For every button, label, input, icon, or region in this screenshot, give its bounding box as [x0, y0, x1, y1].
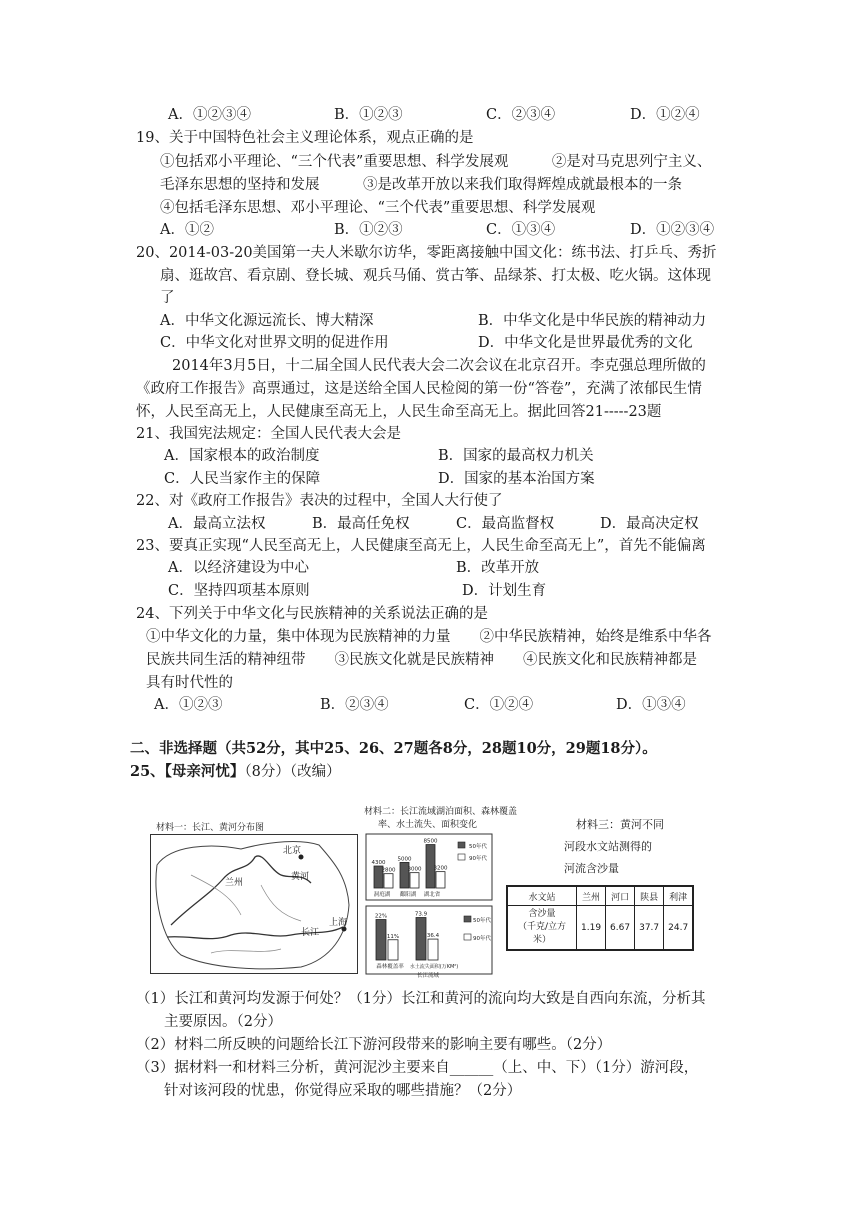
chart-data-label: 5000: [397, 856, 412, 863]
legend-swatch: [458, 854, 465, 860]
q19-line1: ①包括邓小平理论、“三个代表”重要思想、科学发展观 ②是对马克思列宁主义、: [160, 154, 712, 170]
chart-bar: [388, 940, 398, 960]
chart-data-label: 2800: [381, 867, 396, 874]
material3-line2: 河段水文站测得的: [564, 840, 652, 853]
material2-title-l2: 率、水土流失、面积变化: [378, 820, 478, 830]
q21-option-c: C．人民当家作主的保障: [164, 471, 321, 487]
q24-line2: 民族共同生活的精神纽带 ③民族文化就是民族精神 ④民族文化和民族精神都是: [146, 652, 697, 668]
map-label-lanzhou: 兰州: [225, 878, 244, 888]
map-label-beijing: 北京: [283, 846, 302, 856]
chart-bar: [384, 874, 393, 888]
q24-stem: 24、下列关于中华文化与民族精神的关系说法正确的是: [136, 606, 488, 622]
chart-bar: [428, 939, 438, 960]
q18-option-c: C．②③④: [486, 107, 556, 123]
q23-option-c: C．坚持四项基本原则: [168, 583, 310, 599]
q23-option-d: D．计划生育: [462, 583, 547, 599]
sediment-table: [506, 885, 694, 951]
q21-option-d: D．国家的基本治国方案: [438, 471, 595, 487]
q19-option-c: C．①③④: [486, 222, 556, 238]
q25-sub3-l1: （3）据材料一和材料三分析，黄河泥沙主要来自______（上、中、下）（1分）游河段，: [136, 1060, 699, 1076]
q20-stem-2: 扇、逛故宫、看京剧、登长城、观兵马俑、赏古筝、品绿茶、打太极、吃火锅。这体现: [160, 268, 711, 284]
q25-title-rest: （8分）（改编）: [244, 764, 341, 780]
table-row-label-2: （千克/立方米）: [517, 922, 567, 945]
passage-line2: 《政府工作报告》高票通过，这是送给全国人民检阅的第一份“答卷”，充满了浓郁民生情: [136, 381, 702, 397]
q22-option-d: D．最高决定权: [600, 516, 699, 532]
q19-stem: 19、关于中国特色社会主义理论体系，观点正确的是: [136, 130, 474, 146]
legend-swatch: [464, 916, 471, 922]
passage-line1: 2014年3月5日，十二届全国人民代表大会二次会议在北京召开。李克强总理所做的: [172, 358, 706, 374]
q18-option-a: A．①②③④: [168, 107, 251, 123]
q24-option-d: D．①③④: [616, 697, 686, 713]
table-cell: 24.7: [664, 906, 694, 951]
q22-option-c: C．最高监督权: [456, 516, 555, 532]
q24-option-a: A．①②③: [154, 697, 223, 713]
q23-option-b: B．改革开放: [456, 560, 540, 576]
q24-option-b: B．②③④: [320, 697, 389, 713]
passage-line3: 怀，人民至高无上，人民健康至高无上，人民生命至高无上。据此回答21-----23题: [136, 404, 662, 420]
map-label-shanghai: 上海: [329, 918, 348, 928]
q20-stem-3: 了: [160, 290, 175, 306]
q23-option-a: A．以经济建设为中心: [168, 560, 309, 576]
q22-option-b: B．最高任免权: [312, 516, 410, 532]
q19-option-d: D．①②③④: [630, 222, 715, 238]
chart-data-label: 3200: [433, 865, 448, 872]
chart-data-label: 36.4: [426, 933, 440, 940]
table-header-lanzhou: 兰州: [577, 886, 606, 906]
q25-sub1-l2: 主要原因。（2分）: [164, 1014, 282, 1030]
chart-data-label: 8500: [423, 838, 438, 845]
q18-option-b: B．①②③: [334, 107, 403, 123]
chart-bar: [436, 872, 445, 888]
q19-option-a: A．①②: [160, 222, 214, 238]
q25-sub2: （2）材料二所反映的问题给长江下游河段带来的影响主要有哪些。（2分）: [136, 1037, 612, 1053]
q19-option-b: B．①②③: [334, 222, 403, 238]
chart-category-label: 洞庭湖: [373, 892, 391, 898]
table-row-label-1: 含沙量: [528, 909, 556, 919]
q21-option-b: B．国家的最高权力机关: [438, 448, 594, 464]
lake-forest-chart: [364, 832, 494, 978]
material3-line1: 材料三：黄河不同: [576, 818, 664, 831]
chart-bar: [410, 873, 419, 888]
map-label-yellow-river: 黄河: [291, 872, 310, 882]
river-map: [150, 834, 358, 974]
chart-data-label: 22%: [374, 913, 388, 920]
table-header-shanxian: 陕县: [635, 886, 664, 906]
chart-caption: 长江流域: [416, 973, 440, 978]
legend-label: 90年代: [473, 936, 491, 942]
river-map-svg: [151, 835, 357, 973]
legend-label: 50年代: [469, 844, 487, 850]
legend-swatch: [458, 842, 465, 848]
chart-category-label: 森林覆盖率: [376, 964, 404, 970]
q20-option-b: B．中华文化是中华民族的精神动力: [478, 313, 707, 329]
q21-option-a: A．国家根本的政治制度: [164, 448, 320, 464]
chart-bar: [376, 920, 386, 960]
q24-option-c: C．①②④: [464, 697, 534, 713]
q25-sub1-l1: （1）长江和黄河均发源于何处？（1分）长江和黄河的流向均大致是自西向东流，分析其: [136, 991, 706, 1007]
table-cell: 37.7: [635, 906, 664, 951]
chart-category-label: 水土流失面积(万KM²): [409, 964, 459, 970]
q20-stem-1: 20、2014-03-20美国第一夫人米歇尔访华，零距离接触中国文化：练书法、打乒乓、秀折: [136, 245, 717, 261]
table-cell: 1.19: [577, 906, 606, 951]
table-row: [507, 886, 693, 906]
table-row: [507, 906, 693, 951]
material2-title-l1: 材料二：长江流域湖泊面积、森林覆盖: [364, 807, 518, 817]
map-label-yangtze: 长江: [301, 928, 320, 938]
chart-data-label: 3000: [407, 866, 422, 873]
q24-line3: 具有时代性的: [146, 675, 233, 691]
table-header-station: 水文站: [507, 886, 577, 906]
q20-option-a: A．中华文化源远流长、博大精深: [160, 313, 374, 329]
q25-title: [130, 762, 341, 782]
q20-option-c: C．中华文化对世界文明的促进作用: [160, 335, 389, 351]
q20-option-d: D．中华文化是世界最优秀的文化: [478, 335, 693, 351]
legend-label: 90年代: [469, 856, 487, 862]
q23-stem: 23、要真正实现“人民至高无上，人民健康至高无上，人民生命至高无上”，首先不能偏离: [136, 538, 706, 554]
q22-stem: 22、对《政府工作报告》表决的过程中，全国人大行使了: [136, 493, 503, 509]
table-header-lijin: 利津: [664, 886, 694, 906]
q22-option-a: A．最高立法权: [168, 516, 266, 532]
q24-line1: ①中华文化的力量，集中体现为民族精神的力量 ②中华民族精神，始终是维系中华各: [146, 629, 712, 645]
legend-swatch: [464, 934, 471, 940]
table-header-hekou: 河口: [606, 886, 635, 906]
q19-line2: 毛泽东思想的坚持和发展 ③是改革开放以来我们取得辉煌成就最根本的一条: [160, 177, 682, 193]
chart-category-label: 湖北省: [423, 892, 441, 898]
table-cell: 6.67: [606, 906, 635, 951]
chart-data-label: 73.9: [414, 911, 428, 918]
legend-label: 50年代: [473, 918, 491, 924]
q25-sub3-l2: 针对该河段的忧患，你觉得应采取的哪些措施？（2分）: [164, 1083, 522, 1099]
chart-bar: [416, 918, 426, 960]
q25-title-bold: 25、【母亲河忧】: [130, 763, 245, 780]
chart-data-label: 11%: [386, 933, 400, 940]
material3-line3: 河流含沙量: [564, 862, 619, 875]
q19-line3: ④包括毛泽东思想、邓小平理论、“三个代表”重要思想、科学发展观: [160, 200, 596, 216]
section2-title: 二、非选择题（共52分，其中25、26、27题各8分，28题10分，29题18分）。: [130, 740, 657, 757]
chart-data-label: 4300: [371, 860, 386, 867]
q25-figure: [142, 800, 728, 980]
chart-category-label: 鄱阳湖: [399, 892, 417, 898]
q21-stem: 21、我国宪法规定：全国人民代表大会是: [136, 426, 401, 442]
table-row-label: [507, 906, 577, 951]
material1-title: 材料一：长江、黄河分布图: [156, 823, 265, 833]
q18-option-d: D．①②④: [630, 107, 700, 123]
